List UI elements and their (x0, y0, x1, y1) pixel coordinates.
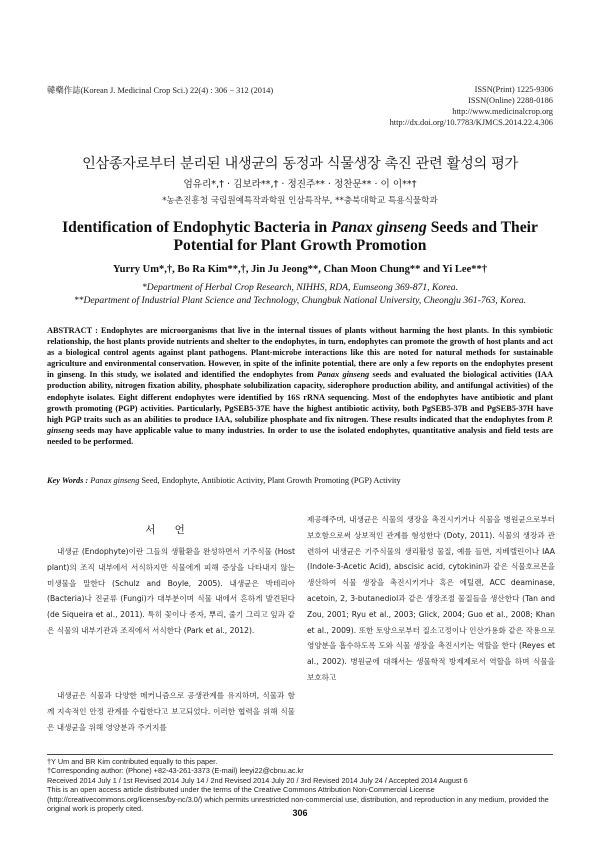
intro-left-column-bottom (47, 688, 295, 735)
intro-paragraph-1: 내생균 (Endophyte)이란 그들의 생활환을 완성하면서 기주식물 (Host plant)의 조직 내부에서 서식하지만 식물에게 피해 증상을 나타내지 않는 미생물을 말한다 (Schulz and Boyle, 2005). 내생균은 박테리아 (Bacteria)나 진균류 (Fungi)가 대부분이며 식물 내에서 흔하게 발견된다 (de Siqueira et al., 2011). 특히 꽃이나 종자, 뿌리, 줄기 그리고 잎과 같은 식물의 내부기관과 조직에서 서식한다 (Park et al., 2012). (47, 547, 295, 635)
journal-website: http://www.medicinalcrop.org (452, 107, 553, 116)
english-title-part1: Identification of Endophytic Bacteria in (62, 219, 332, 236)
affiliation-1: *Department of Herbal Crop Research, NIHHS, RDA, Eumseong 369-871, Korea. (141, 282, 459, 293)
abstract-text-3: seeds may have applicable value to many industries. In order to use the isolated endophytes, quantitative analysis and field tests are needed to be performed. (47, 425, 553, 446)
abstract-species-2: P. ginseng (47, 414, 553, 435)
keywords-label: Key Words : (47, 476, 91, 485)
intro-paragraph-2: 내생균은 식물과 다양한 메커니즘으로 공생관계를 유지하며, 식물과 함께 지속적인 안정 관계를 수립한다고 보고되었다. 이러한 협력을 위해 식물은 내생균을 위해 영양분과 주거지를 (47, 691, 295, 732)
journal-identifiers (390, 84, 553, 128)
footnote-license: This is an open access article distributed under the terms of the Creative Commons Attribution Non-Commercial License (http://creativecommons.org/licenses/by-nc/3.0/) which permits unrestricted non-commercial use, distribution, and reproduction in any medium, provided the original work is properly cited. (47, 785, 549, 814)
english-affiliations (40, 281, 560, 307)
intro-left-column-top (47, 544, 295, 639)
issn-print: ISSN(Print) 1225-9306 (474, 85, 553, 94)
abstract-species-1: Panax ginseng (317, 370, 370, 380)
footnotes (47, 757, 553, 813)
english-title-part2: Seeds and Their Potential for Plant Growth Promotion (173, 219, 538, 254)
intro-paragraph-3: 제공해주며, 내생균은 식물의 생장을 촉진시키거나 식물을 병원균으로부터 보호함으로써 상보적인 관계를 형성한다 (Doty, 2011). 식물의 생장과 관련하여 내생균은 기주식물의 생리활성 물질, 예를 들면, 지베렐린이나 IAA (Indole-3-Acetic Acid), abscisic acid, cytokinin과 같은 식물호르몬을 생산하여 식물 생장을 촉진시키거나 혹은 에틸렌, ACC deaminase, acetoin, 2, 3-butanediol과 같은 생장조절 물질들을 생산한다 (Tan and Zou, 2001; Ryu et al., 2003; Glick, 2004; Guo et al., 2008; Khan et al., 2009). 또한 토양으로부터 질소고정이나 인산가용화 같은 작용으로 영양분을 흡수하도록 도와 식물 생장을 촉진시키는 역할을 한다 (Reyes et al., 2002). 병원균에 대해서는 생물학적 방제제로서 역할을 하며 식물을 보호하고 (307, 515, 555, 682)
english-title-species: Panax ginseng (331, 219, 427, 236)
affiliation-2: **Department of Industrial Plant Science and Technology, Chungbuk National University, Cheongju 361-763, Korea. (73, 295, 527, 306)
english-authors: Yurry Um*,†, Bo Ra Kim**,†, Jin Ju Jeong**, Chan Moon Chung** and Yi Lee**† (113, 264, 487, 275)
journal-citation: 韓藥作誌(Korean J. Medicinal Crop Sci.) 22(4) : 306 − 312 (2014) (47, 86, 274, 95)
section-title-introduction: 서 언 (145, 524, 193, 536)
footnote-received-dates: Received 2014 July 1 / 1st Revised 2014 July 14 / 2nd Revised 2014 July 20 / 3rd Revised 2014 July 24 / Accepted 2014 August 6 (47, 775, 468, 785)
korean-title: 인삼종자로부터 분리된 내생균의 동정과 식물생장 촉진 관련 활성의 평가 (82, 156, 518, 172)
intro-right-column (307, 512, 555, 686)
doi: http://dx.doi.org/10.7783/KJMCS.2014.22.4.306 (389, 118, 553, 127)
issn-online: ISSN(Online) 2288-0186 (468, 96, 553, 105)
footnote-corresponding-author: †Corresponding author: (Phone) +82-43-261-3373 (E-mail) leeyi22@cbnu.ac.kr (47, 766, 304, 776)
abstract-label: ABSTRACT : (47, 326, 101, 335)
korean-affiliation: *농촌진흥청 국립원예특작과학원 인삼특작부, **충북대학교 특용식물학과 (162, 196, 438, 206)
keywords-text: Seed, Endophyte, Antibiotic Activity, Plant Growth Promoting (PGP) Activity (139, 476, 401, 485)
page-number: 306 (292, 808, 308, 818)
korean-authors: 엄유리*,† · 김보라**,† · 정진주** · 정찬문** · 이 이**† (183, 179, 417, 190)
abstract-text-1: Endophytes are microorganisms that live in the internal tissues of plants without harming the host plants. In this symbiotic relationship, the host plants provide nutrients and shelter to the endophytes, in turn, endophytes can promote the growth of host plants and act as a biological control agents against plant pathogens. Plant-microbe interactions like this are noted for natural methods for sustainable agriculture and environmental conservation. However, in spite of the infinite potential, there are only a few reports on the endophytes present in ginseng. In this study, we isolated and identified the endophytes from (47, 326, 553, 380)
footnote-equal-contribution: †Y Um and BR Kim contributed equally to this paper. (47, 757, 218, 766)
abstract (47, 325, 553, 447)
english-title (40, 219, 560, 255)
footnote-divider (47, 754, 553, 755)
abstract-text-2: seeds and evaluated the biological activities (IAA production ability, nitrogen fixation ability, phosphate solubilization capacity, siderophore production ability, and antifungal activities) of the endophyte isolates. Eight different endophytes were identified by 16S rRNA sequencing. Most of the endophytes have antibiotic and plant growth promoting (PGP) activities. Particularly, PgSEB5-37E have the highest antibiotic activity, both PgSEB5-37B and PgSEB5-37H have high PGP traits such as an abilities to produce IAA, solubilize phosphate and fix nitrogen. These results indicated that the endophytes from (47, 370, 554, 424)
keywords (47, 476, 553, 485)
keywords-species: Panax ginseng (90, 476, 140, 485)
